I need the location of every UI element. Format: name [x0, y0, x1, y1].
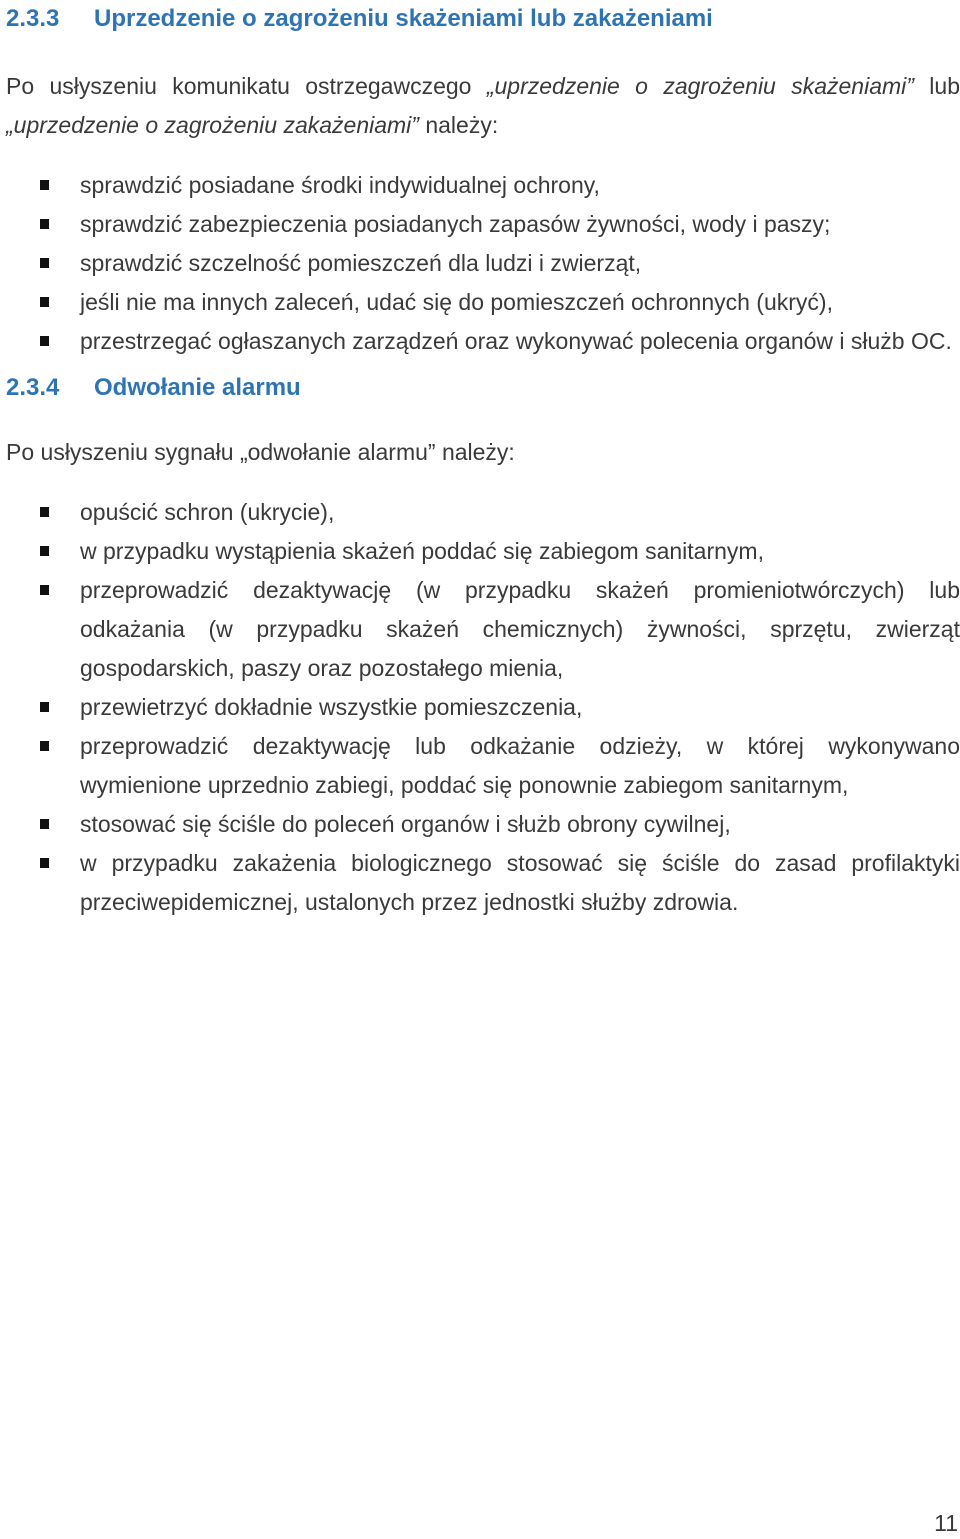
- list-item: [6, 493, 960, 532]
- section-heading-2-3-4: [6, 371, 960, 405]
- list-item: [6, 688, 960, 727]
- list-item-text: jeśli nie ma innych zaleceń, udać się do pomieszczeń ochronnych (ukryć),: [80, 289, 833, 315]
- list-item-text: stosować się ściśle do poleceń organów i służb obrony cywilnej,: [80, 811, 731, 837]
- list-item-text: przeprowadzić dezaktywację lub odkażanie odzieży, w której wykonywano wymienione uprzednio zabiegi, poddać się ponownie zabiegom sanitarnym,: [80, 733, 960, 798]
- list-item: [6, 727, 960, 805]
- square-bullet-icon: [40, 258, 49, 268]
- list-item-text: w przypadku wystąpienia skażeń poddać się zabiegom sanitarnym,: [80, 538, 764, 564]
- square-bullet-icon: [40, 702, 49, 712]
- square-bullet-icon: [40, 858, 49, 868]
- square-bullet-icon: [40, 336, 49, 346]
- square-bullet-icon: [40, 297, 49, 307]
- square-bullet-icon: [40, 585, 49, 595]
- square-bullet-icon: [40, 819, 49, 829]
- list-item: [6, 283, 960, 322]
- list-item: [6, 532, 960, 571]
- intro-text: Po usłyszeniu komunikatu ostrzegawczego: [6, 73, 487, 99]
- document-page: [6, 0, 960, 922]
- list-item-text: sprawdzić zabezpieczenia posiadanych zapasów żywności, wody i paszy;: [80, 211, 831, 237]
- list-item-text: opuścić schron (ukrycie),: [80, 499, 335, 525]
- list-item-text: przewietrzyć dokładnie wszystkie pomieszczenia,: [80, 694, 583, 720]
- bullet-list-2-3-3: [6, 166, 960, 361]
- list-item: [6, 844, 960, 922]
- section-title: Uprzedzenie o zagrożeniu skażeniami lub zakażeniami: [94, 5, 713, 32]
- square-bullet-icon: [40, 546, 49, 556]
- list-item-text: sprawdzić posiadane środki indywidualnej ochrony,: [80, 172, 600, 198]
- list-item-text: sprawdzić szczelność pomieszczeń dla ludzi i zwierząt,: [80, 250, 642, 276]
- intro-text: lub: [913, 73, 960, 99]
- section-intro-2-3-4: Po usłyszeniu sygnału „odwołanie alarmu” należy:: [6, 439, 515, 465]
- list-item-text: przestrzegać ogłaszanych zarządzeń oraz wykonywać polecenia organów i służb OC.: [80, 328, 952, 354]
- intro-text: należy:: [418, 112, 499, 138]
- list-item: [6, 805, 960, 844]
- list-item: [6, 322, 960, 361]
- intro-quote: „uprzedzenie o zagrożeniu zakażeniami”: [6, 112, 419, 138]
- page-number: 11: [934, 1510, 958, 1536]
- section-title: Odwołanie alarmu: [94, 374, 301, 401]
- square-bullet-icon: [40, 219, 49, 229]
- intro-quote: „uprzedzenie o zagrożeniu skażeniami”: [486, 73, 914, 99]
- list-item: [6, 166, 960, 205]
- list-item-text: przeprowadzić dezaktywację (w przypadku skażeń promieniotwórczych) lub odkażania (w przypadku skażeń chemicznych) żywności, sprzętu, zwierząt gospodarskich, paszy oraz pozostałego mienia,: [80, 577, 960, 681]
- square-bullet-icon: [40, 507, 49, 517]
- list-item: [6, 244, 960, 283]
- list-item: [6, 571, 960, 688]
- square-bullet-icon: [40, 741, 49, 751]
- list-item-text: w przypadku zakażenia biologicznego stosować się ściśle do zasad profilaktyki przeciwepidemicznej, ustalonych przez jednostki służby zdrowia.: [80, 850, 960, 915]
- square-bullet-icon: [40, 180, 49, 190]
- list-item: [6, 205, 960, 244]
- bullet-list-2-3-4: [6, 493, 960, 922]
- section-intro-2-3-3: [6, 67, 960, 145]
- section-heading-2-3-3: [6, 2, 960, 36]
- section-number: 2.3.3: [6, 5, 60, 32]
- section-number: 2.3.4: [6, 374, 60, 401]
